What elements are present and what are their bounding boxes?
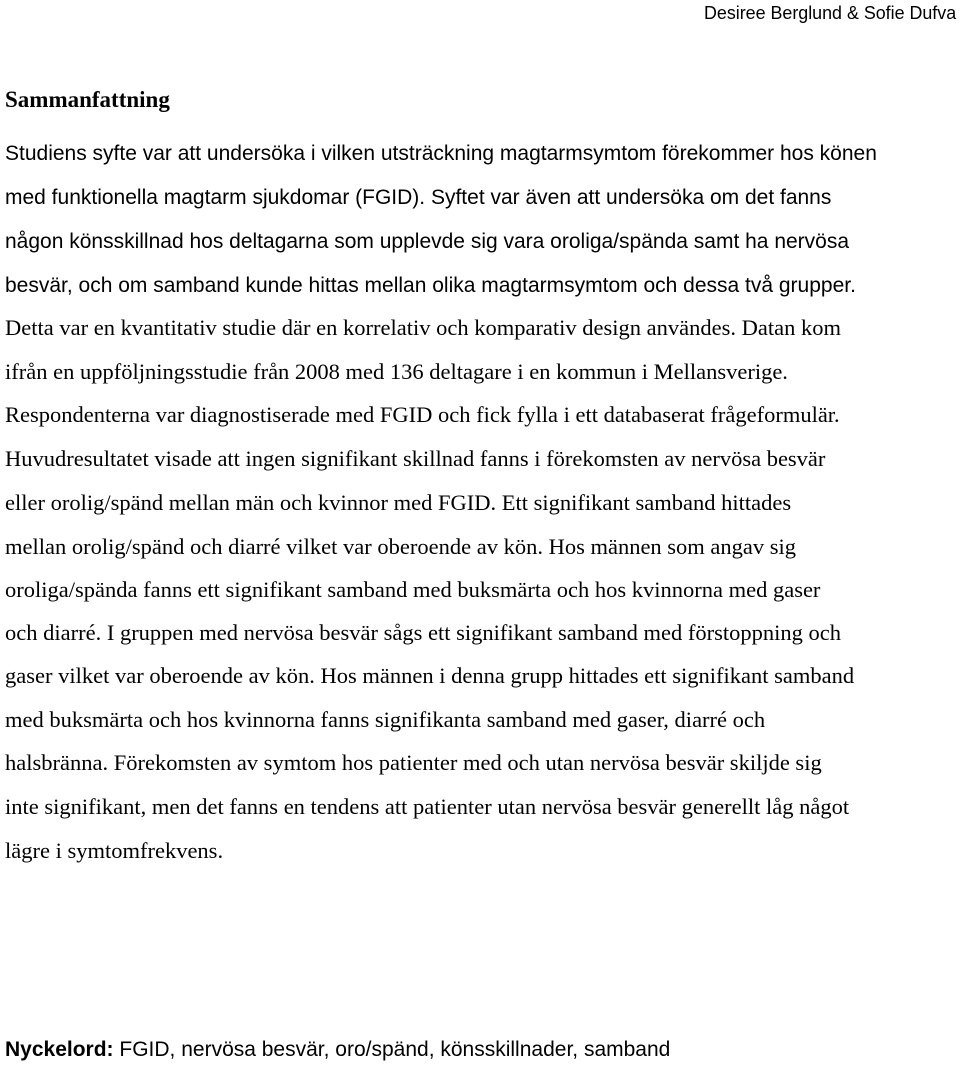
keywords-label: Nyckelord: xyxy=(5,1038,114,1061)
abstract-line: ifrån en uppföljningsstudie från 2008 med 136 deltagare i en kommun i Mellansverige. xyxy=(5,359,788,384)
abstract-line: besvär, och om samband kunde hittas mellan olika magtarmsymtom och dessa två grupper. xyxy=(5,274,856,297)
abstract-line: Detta var en kvantitativ studie där en korrelativ och komparativ design användes. Datan kom xyxy=(5,315,841,340)
abstract-line: Studiens syfte var att undersöka i vilken utsträckning magtarmsymtom förekommer hos könen xyxy=(5,142,877,165)
keywords-value: FGID, nervösa besvär, oro/spänd, könsskillnader, samband xyxy=(113,1038,671,1061)
abstract-line: lägre i symtomfrekvens. xyxy=(5,838,224,863)
abstract-line: eller orolig/spänd mellan män och kvinnor med FGID. Ett signifikant samband hittades xyxy=(5,490,792,515)
abstract-line: med buksmärta och hos kvinnorna fanns signifikanta samband med gaser, diarré och xyxy=(5,707,766,732)
abstract-line: mellan orolig/spänd och diarré vilket var oberoende av kön. Hos männen som angav sig xyxy=(5,534,797,559)
abstract-line: någon könsskillnad hos deltagarna som upplevde sig vara oroliga/spända samt ha nervösa xyxy=(5,230,850,253)
abstract-line: gaser vilket var oberoende av kön. Hos männen i denna grupp hittades ett signifikant samband xyxy=(5,663,855,688)
keywords-line xyxy=(5,1036,670,1064)
abstract-line: oroliga/spända fanns ett signifikant samband med buksmärta och hos kvinnorna med gaser xyxy=(5,577,821,602)
section-heading: Sammanfattning xyxy=(5,87,170,112)
abstract-line: halsbränna. Förekomsten av symtom hos patienter med och utan nervösa besvär skiljde sig xyxy=(5,750,822,775)
abstract-line: Respondenterna var diagnostiserade med FGID och fick fylla i ett databaserat frågeformulär. xyxy=(5,402,840,427)
abstract-line: och diarré. I gruppen med nervösa besvär sågs ett signifikant samband med förstoppning och xyxy=(5,620,842,645)
abstract-line: Huvudresultatet visade att ingen signifikant skillnad fanns i förekomsten av nervösa besvär xyxy=(5,446,826,471)
abstract-line: med funktionella magtarm sjukdomar (FGID). Syftet var även att undersöka om det fanns xyxy=(5,186,832,209)
running-header: Desiree Berglund & Sofie Dufva xyxy=(703,3,956,23)
abstract-line: inte signifikant, men det fanns en tendens att patienter utan nervösa besvär generellt låg något xyxy=(5,794,850,819)
